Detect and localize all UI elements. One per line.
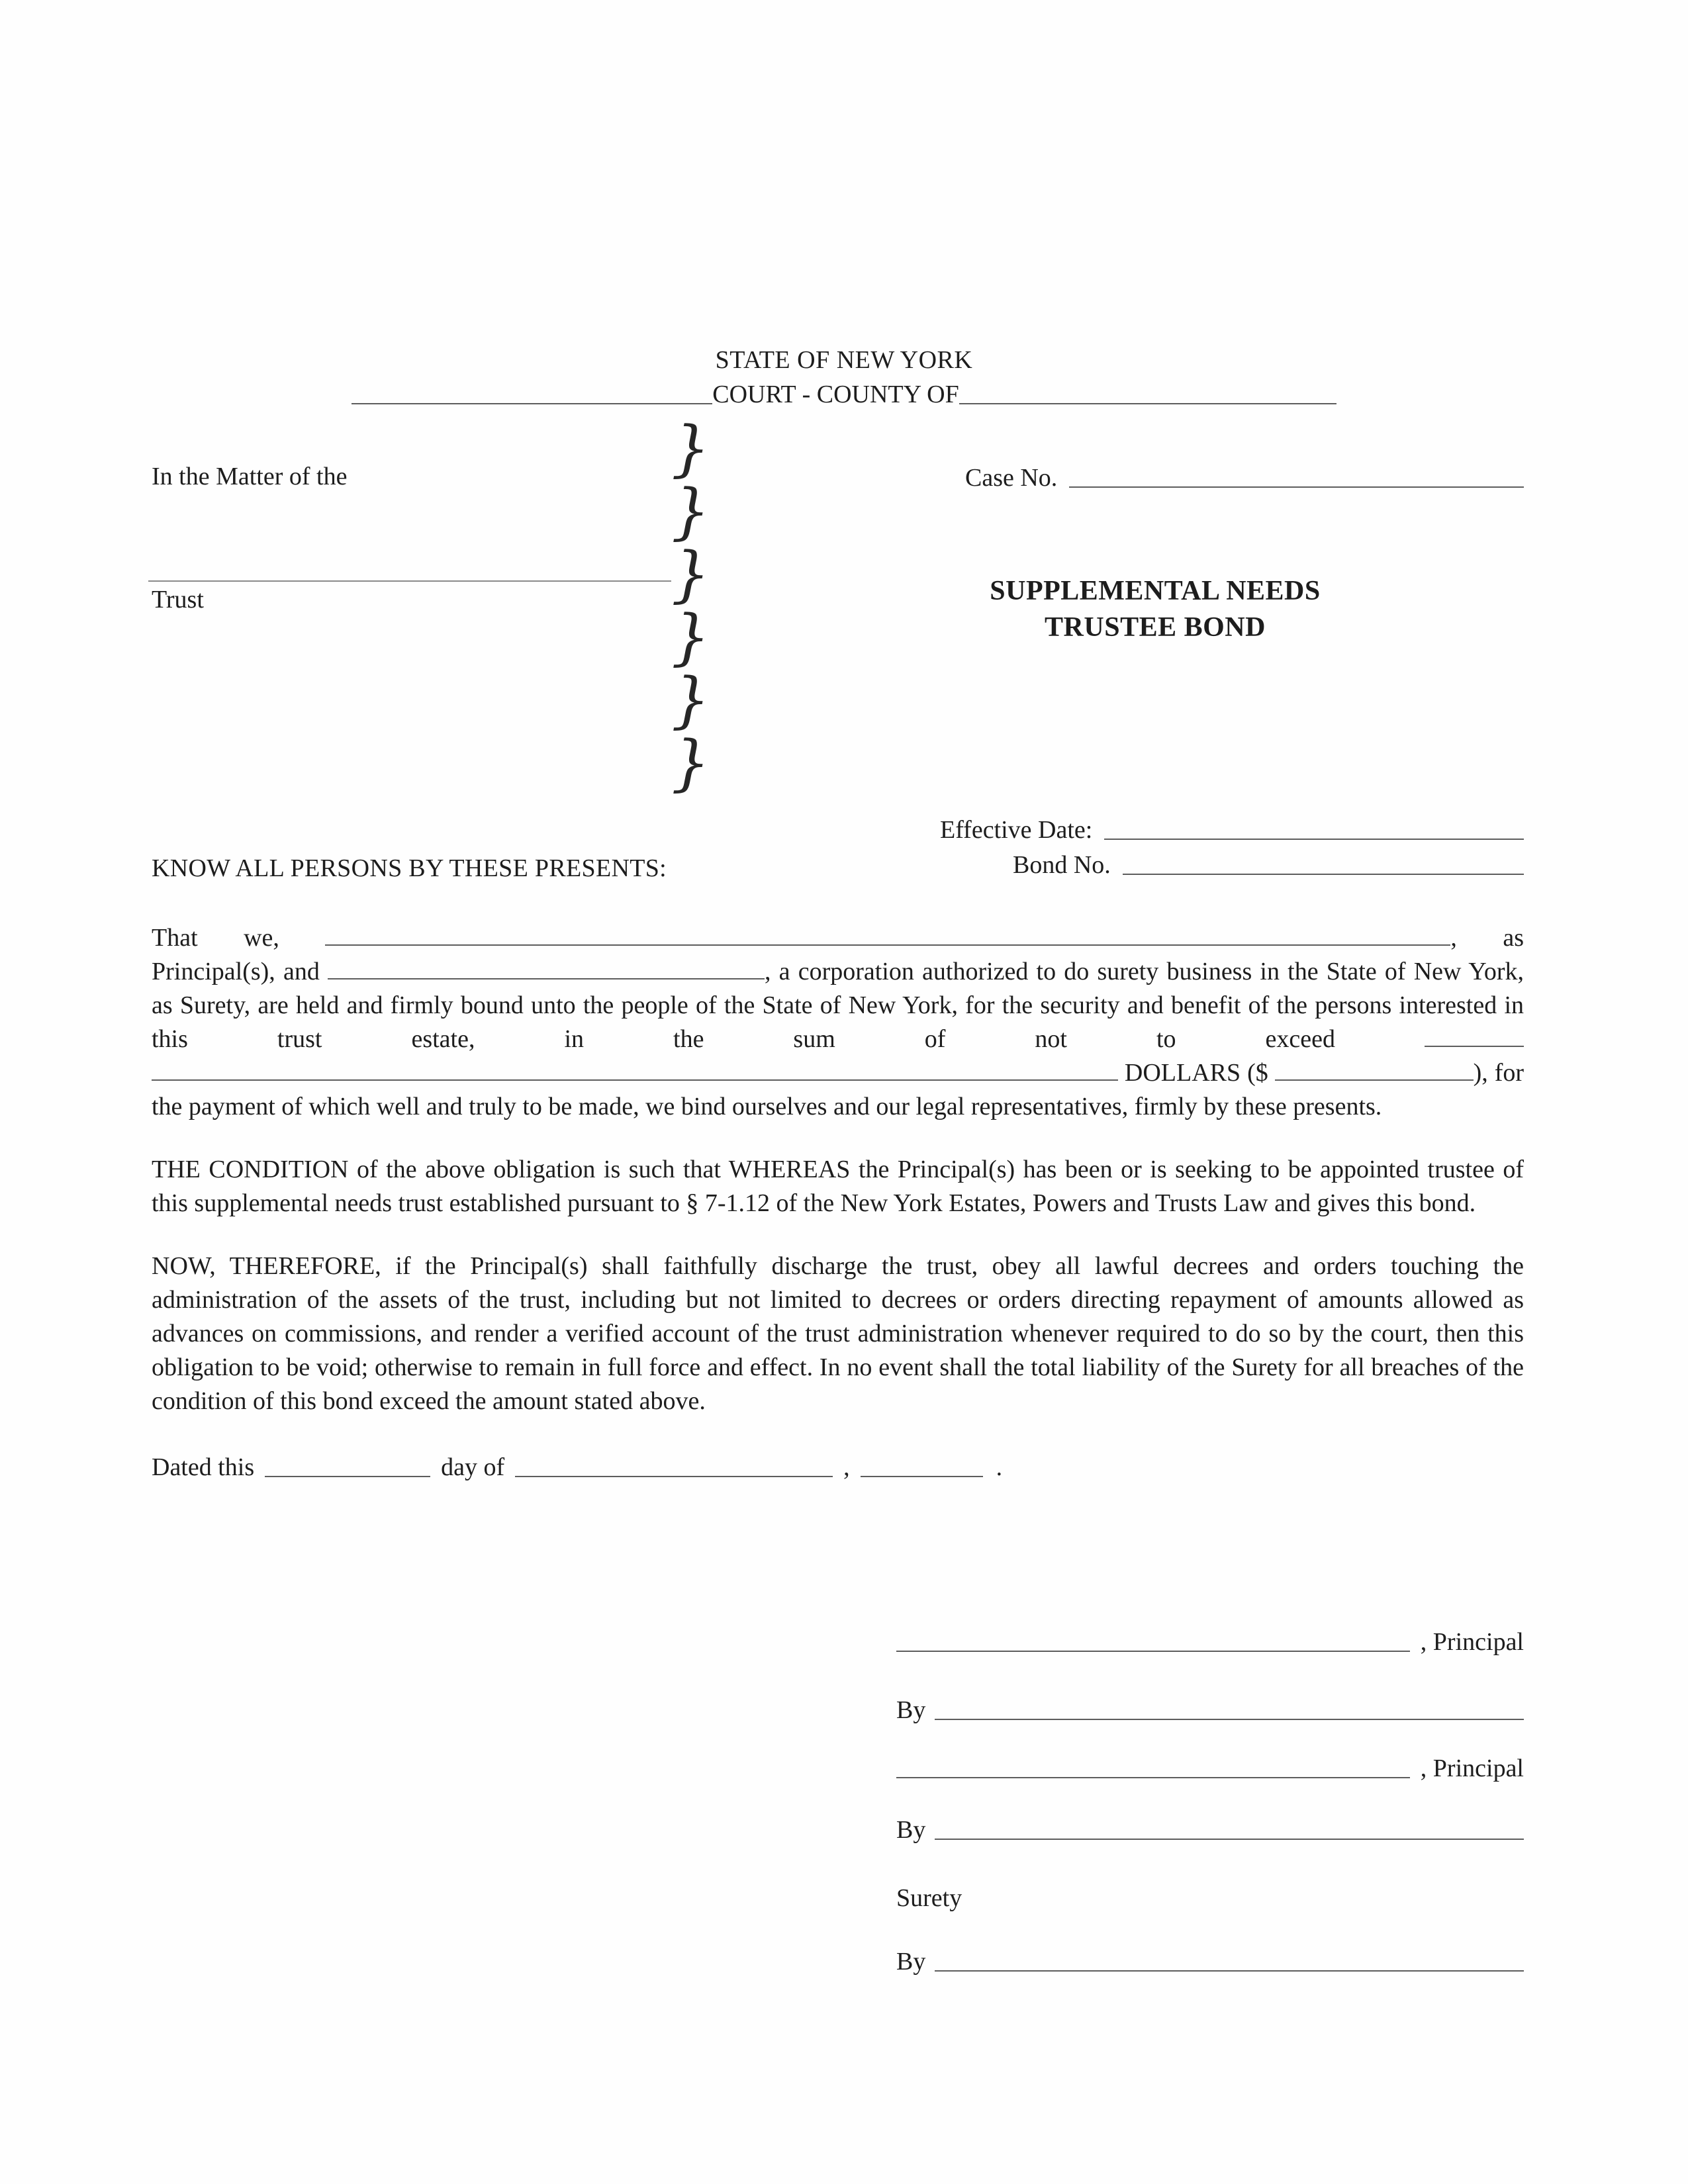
- principal2-by-field[interactable]: [935, 1817, 1524, 1840]
- principal2-label: , Principal: [1420, 1754, 1524, 1782]
- principal2-signature-field[interactable]: [896, 1756, 1410, 1778]
- know-all-heading: KNOW ALL PERSONS BY THESE PRESENTS:: [152, 854, 667, 882]
- dated-this-label: Dated this: [152, 1453, 255, 1481]
- month-field[interactable]: [515, 1455, 833, 1477]
- p1-seg5-text: ), for the payment of which well and truly to be made, we bind ourselves and our legal representatives, firmly by these presents.: [152, 1059, 1524, 1120]
- effective-date-field[interactable]: [1104, 817, 1524, 840]
- by3-label: By: [896, 1948, 926, 1976]
- amount-words-field[interactable]: [1425, 1026, 1524, 1047]
- caption-brace: }: [671, 539, 710, 610]
- p1-seg4-text: DOLLARS ($: [1124, 1059, 1268, 1087]
- caption-brace-column: [671, 413, 710, 798]
- form-title-line1: SUPPLEMENTAL NEEDS: [990, 576, 1321, 606]
- caption-brace: }: [671, 727, 710, 798]
- court-line: [0, 380, 1688, 409]
- case-no-line: [965, 463, 1524, 492]
- court-county-label: COURT - COUNTY OF: [712, 381, 959, 408]
- p1-seg2-text: , as Principal(s), and: [152, 924, 1524, 985]
- surety-by-row: [896, 1944, 1524, 1976]
- principal2-signature-row: [896, 1751, 1524, 1783]
- surety-name-field[interactable]: [328, 959, 765, 979]
- principal1-signature-row: [896, 1625, 1524, 1657]
- principal1-by-field[interactable]: [935, 1698, 1524, 1720]
- court-name-field[interactable]: [352, 382, 712, 404]
- principal1-label: , Principal: [1420, 1628, 1524, 1656]
- form-title-line2: TRUSTEE BOND: [1045, 612, 1266, 643]
- p1-seg3-text: , a corporation authorized to do surety business in the State of New York, as Surety, are held and firmly bound unto the people of the State of New York, for the security and benefit of the persons interested in this trust estate, in the sum of not to exceed: [152, 958, 1524, 1053]
- effective-date-label: Effective Date:: [940, 816, 1093, 844]
- bond-no-field[interactable]: [1123, 852, 1524, 875]
- in-the-matter-label: In the Matter of the: [152, 463, 348, 490]
- amount-figures-field[interactable]: [1275, 1060, 1474, 1081]
- body-block: [152, 921, 1524, 1482]
- state-title: STATE OF NEW YORK: [715, 346, 973, 374]
- principal1-signature-field[interactable]: [896, 1629, 1410, 1652]
- case-no-field[interactable]: [1069, 465, 1524, 488]
- bond-no-line: [1013, 850, 1524, 880]
- paragraph-now-therefore: NOW, THEREFORE, if the Principal(s) shall faithfully discharge the trust, obey all lawful decrees and orders touching the administration of the assets of the trust, including but not limited to decrees or orders directing repayment of amounts allowed as advances on commissions, and render a verified account of the trust administration whenever required to do so by the court, then this obligation to be void; otherwise to remain in full force and effect. In no event shall the total liability of the Surety for all breaches of the condition of this bond exceed the amount stated above.: [152, 1252, 1524, 1415]
- effective-date-line: [940, 815, 1524, 844]
- by2-label: By: [896, 1816, 926, 1844]
- case-no-label: Case No.: [965, 464, 1058, 492]
- day-of-label: day of: [441, 1453, 505, 1481]
- dated-period: .: [996, 1453, 1003, 1481]
- trust-name-field[interactable]: [148, 559, 671, 582]
- form-title: [847, 573, 1463, 646]
- by1-label: By: [896, 1696, 926, 1724]
- bond-no-label: Bond No.: [1013, 851, 1111, 879]
- caption-brace: }: [671, 413, 710, 484]
- county-name-field[interactable]: [959, 382, 1336, 404]
- caption-brace: }: [671, 476, 710, 547]
- surety-row: [896, 1881, 1524, 1913]
- principals-name-field[interactable]: [325, 925, 1450, 946]
- principal1-by-row: [896, 1693, 1524, 1725]
- trust-label: Trust: [152, 586, 204, 614]
- dated-line: [152, 1453, 1524, 1482]
- surety-label: Surety: [896, 1884, 962, 1912]
- surety-by-field[interactable]: [935, 1949, 1524, 1972]
- paragraph-obligation: [152, 921, 1524, 1124]
- p1-seg1-text: That we,: [152, 924, 279, 952]
- signature-block: [896, 1625, 1524, 1976]
- year-field[interactable]: [861, 1455, 983, 1477]
- dated-comma: ,: [843, 1453, 850, 1481]
- amount-words-field-2[interactable]: [152, 1060, 1118, 1081]
- paragraph-condition: THE CONDITION of the above obligation is such that WHEREAS the Principal(s) has been or is seeking to be appointed trustee of this supplemental needs trust established pursuant to § 7-1.12 of the New York Estates, Powers and Trusts Law and gives this bond.: [152, 1156, 1524, 1217]
- caption-brace: }: [671, 664, 710, 735]
- principal2-by-row: [896, 1813, 1524, 1844]
- caption-brace: }: [671, 602, 710, 672]
- day-field[interactable]: [265, 1455, 430, 1477]
